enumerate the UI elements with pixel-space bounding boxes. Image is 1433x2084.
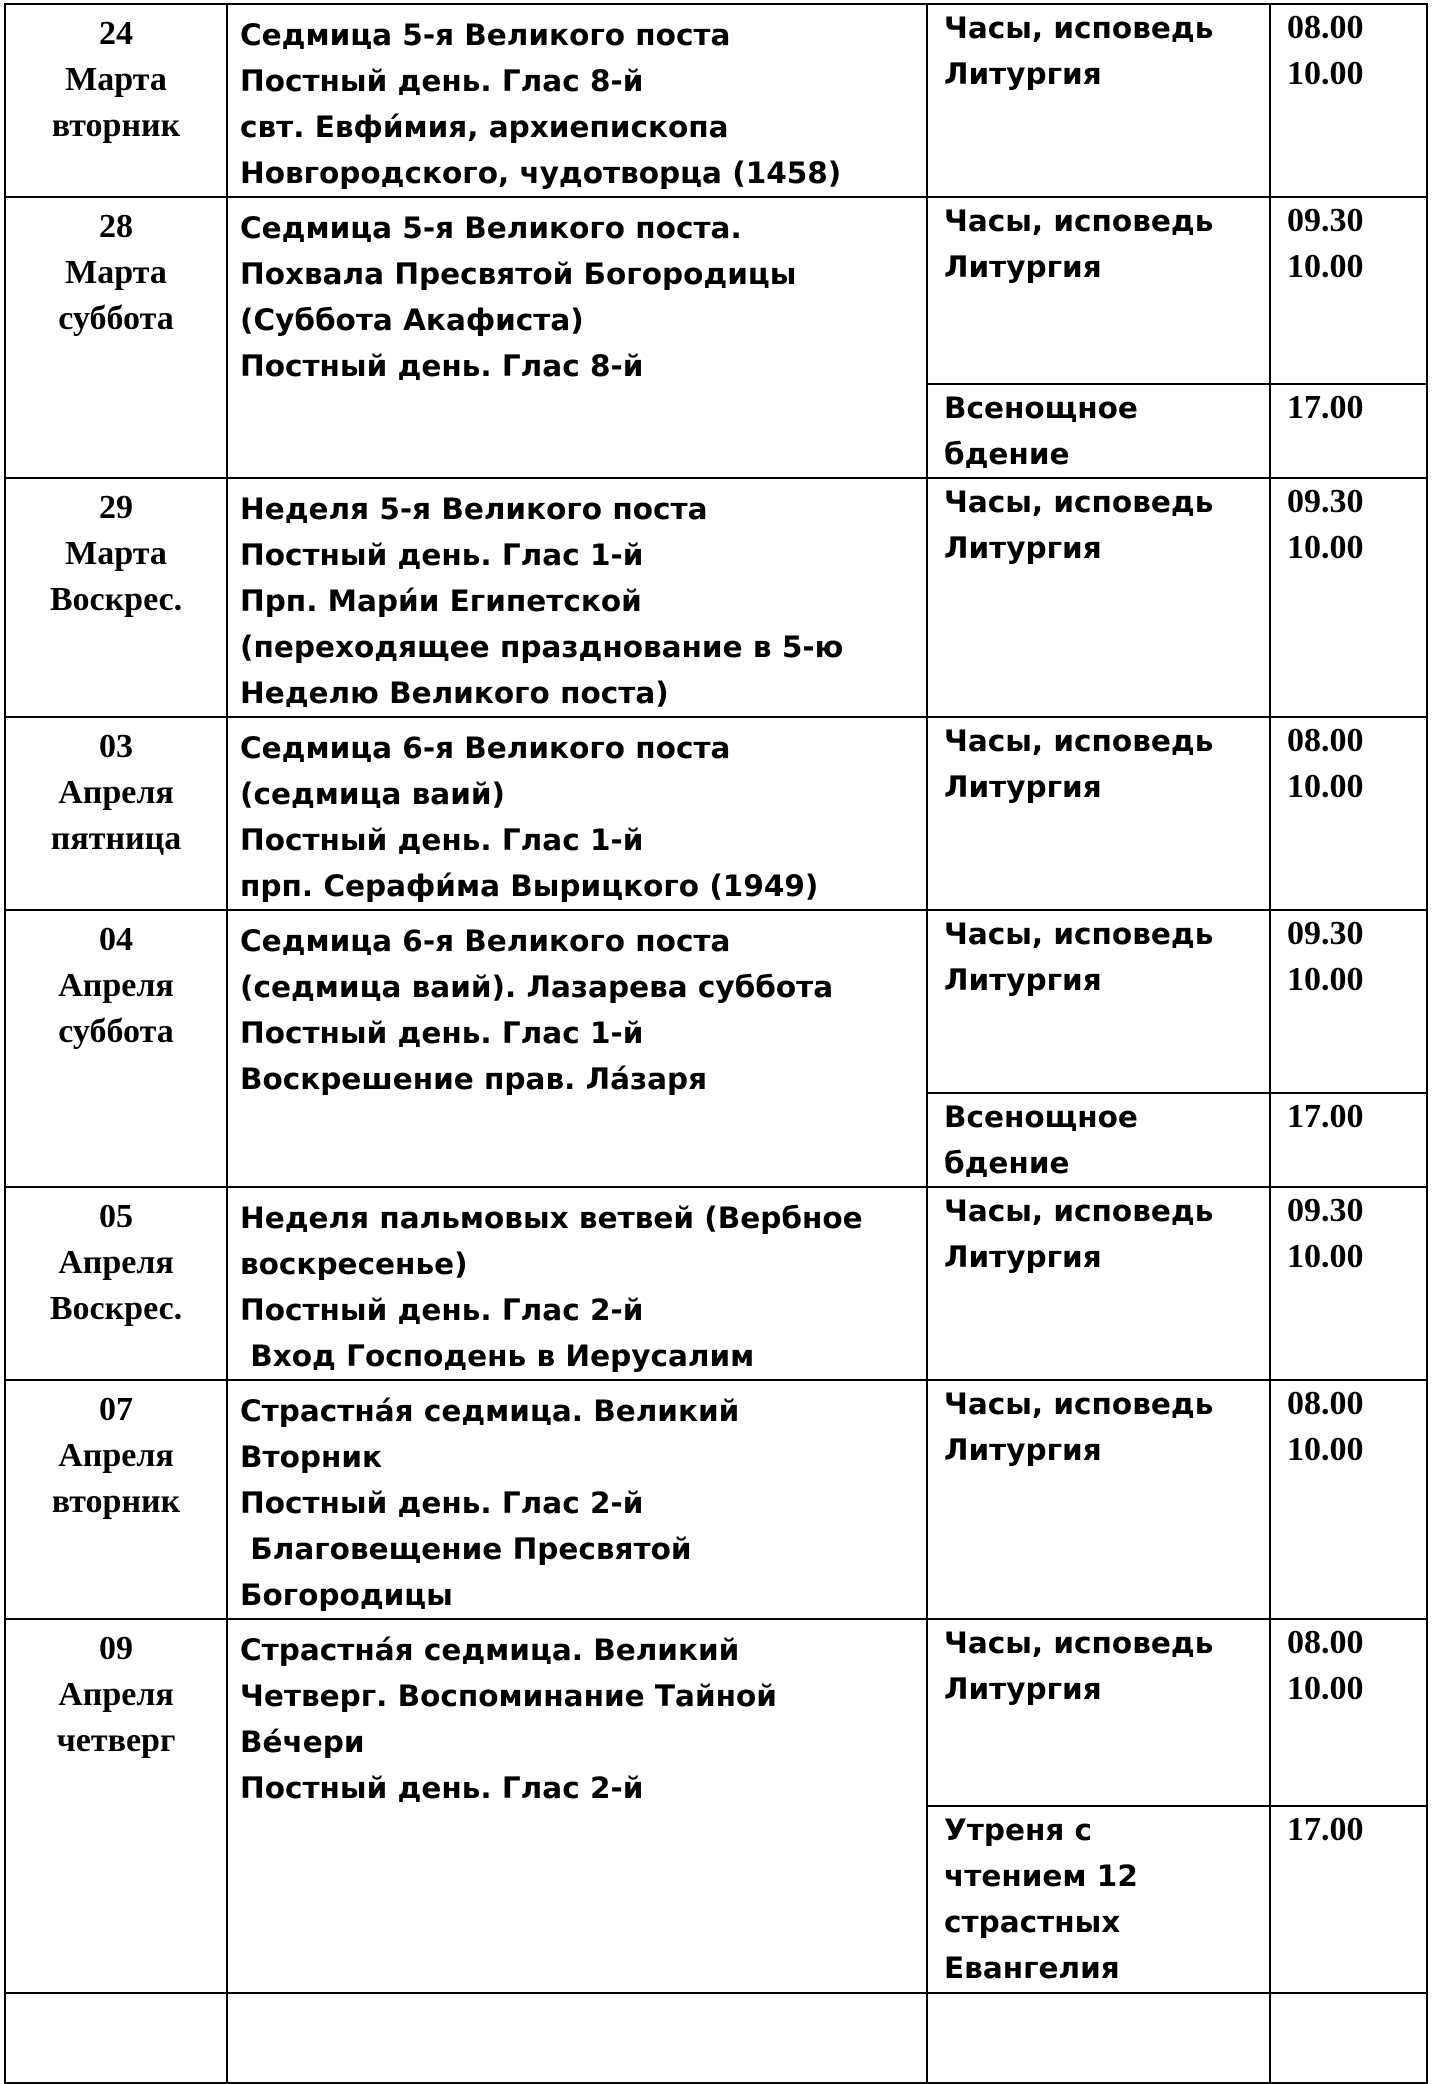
time-cell: 17.00 xyxy=(1270,1806,1427,1993)
service-cell: Часы, исповедь Литургия xyxy=(927,1380,1270,1619)
description-cell: Седмица 6-я Великого поста (седмица ваий) Постный день. Глас 1-й прп. Серафи́ма Вырицкого (1949) xyxy=(227,717,927,910)
date-cell: 24 Марта вторник xyxy=(5,4,227,197)
service-cell: Часы, исповедь Литургия xyxy=(927,1187,1270,1380)
table-row xyxy=(5,1380,1427,1619)
service-cell: Часы, исповедь Литургия xyxy=(927,197,1270,384)
time-cell: 09.30 10.00 xyxy=(1270,910,1427,1093)
time-cell: 08.00 10.00 xyxy=(1270,1619,1427,1806)
empty-cell xyxy=(5,1993,227,2083)
empty-cell xyxy=(1270,1993,1427,2083)
service-cell: Всенощное бдение xyxy=(927,1093,1270,1187)
description-cell: Неделя 5-я Великого поста Постный день. Глас 1-й Прп. Мари́и Египетской (переходящее празднование в 5-ю Неделю Великого поста) xyxy=(227,478,927,717)
table-row xyxy=(5,197,1427,384)
service-cell: Часы, исповедь Литургия xyxy=(927,910,1270,1093)
description-cell: Страстна́я седмица. Великий Четверг. Воспоминание Тайной Ве́чери Постный день. Глас 2-й xyxy=(227,1619,927,1993)
table-row xyxy=(5,910,1427,1093)
date-cell: 29 Марта Воскрес. xyxy=(5,478,227,717)
description-cell: Страстна́я седмица. Великий Вторник Постный день. Глас 2-й Благовещение Пресвятой Богородицы xyxy=(227,1380,927,1619)
empty-cell xyxy=(927,1993,1270,2083)
time-cell: 09.30 10.00 xyxy=(1270,197,1427,384)
service-cell: Часы, исповедь Литургия xyxy=(927,717,1270,910)
description-cell: Неделя пальмовых ветвей (Вербное воскресенье) Постный день. Глас 2-й Вход Господень в Иерусалим xyxy=(227,1187,927,1380)
table-row xyxy=(5,717,1427,910)
empty-cell xyxy=(227,1993,927,2083)
description-cell: Седмица 6-я Великого поста (седмица ваий). Лазарева суббота Постный день. Глас 1-й Воскрешение прав. Ла́заря xyxy=(227,910,927,1187)
description-cell: Седмица 5-я Великого поста. Похвала Пресвятой Богородицы (Суббота Акафиста) Постный день. Глас 8-й xyxy=(227,197,927,478)
date-cell: 03 Апреля пятница xyxy=(5,717,227,910)
service-cell: Часы, исповедь Литургия xyxy=(927,4,1270,197)
service-cell: Утреня с чтением 12 страстных Евангелия xyxy=(927,1806,1270,1993)
date-cell: 07 Апреля вторник xyxy=(5,1380,227,1619)
time-cell: 17.00 xyxy=(1270,384,1427,478)
table-row xyxy=(5,1187,1427,1380)
service-cell: Всенощное бдение xyxy=(927,384,1270,478)
time-cell: 08.00 10.00 xyxy=(1270,4,1427,197)
service-cell: Часы, исповедь Литургия xyxy=(927,478,1270,717)
time-cell: 08.00 10.00 xyxy=(1270,717,1427,910)
time-cell: 09.30 10.00 xyxy=(1270,478,1427,717)
time-cell: 08.00 10.00 xyxy=(1270,1380,1427,1619)
empty-row xyxy=(5,1993,1427,2083)
date-cell: 28 Марта суббота xyxy=(5,197,227,478)
time-cell: 17.00 xyxy=(1270,1093,1427,1187)
description-cell: Седмица 5-я Великого поста Постный день. Глас 8-й свт. Евфи́мия, архиепископа Новгородского, чудотворца (1458) xyxy=(227,4,927,197)
time-cell: 09.30 10.00 xyxy=(1270,1187,1427,1380)
service-cell: Часы, исповедь Литургия xyxy=(927,1619,1270,1806)
table-row xyxy=(5,478,1427,717)
schedule-body xyxy=(5,4,1427,2083)
date-cell: 09 Апреля четверг xyxy=(5,1619,227,1993)
table-row xyxy=(5,4,1427,197)
date-cell: 04 Апреля суббота xyxy=(5,910,227,1187)
date-cell: 05 Апреля Воскрес. xyxy=(5,1187,227,1380)
table-row xyxy=(5,1619,1427,1806)
schedule-table xyxy=(4,3,1428,2084)
